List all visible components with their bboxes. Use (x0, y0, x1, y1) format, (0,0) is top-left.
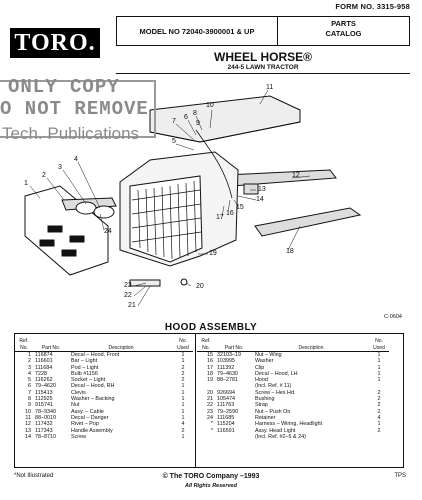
description-cell: Pod – Light (71, 364, 99, 371)
qty-cell (369, 434, 389, 440)
copyright: © The TORO Company –1993 (162, 473, 260, 480)
callout-22: 22 (124, 292, 132, 299)
part-number-cell (215, 434, 253, 440)
page-subtitle: 244-5 LAWN TRACTOR (227, 64, 299, 71)
part-number-cell: 116601 (35, 358, 53, 365)
part-number-cell: 111685 (217, 414, 235, 421)
callout-13: 13 (258, 186, 266, 193)
description-cell: Nut (71, 402, 80, 409)
qty-cell: 1 (181, 383, 185, 390)
parts-table-right-body (197, 352, 389, 441)
front-decal-slot-4 (62, 250, 76, 256)
front-decal-slot-3 (40, 240, 54, 246)
form-number: FORM NO. 3315-958 (335, 2, 410, 11)
ref-cell: 6 (28, 383, 31, 390)
part-number-cell: 116874 (35, 352, 53, 358)
part-number-cell: 79–2590 (217, 408, 238, 415)
rights-reserved: All Rights Reserved (185, 483, 237, 489)
callout-3: 3 (58, 164, 62, 171)
header-ref: Ref. No. (15, 334, 33, 352)
callout-5: 5 (172, 138, 176, 145)
parts-table-left (15, 334, 193, 440)
footnote: *Not Illustrated (14, 473, 54, 479)
callout-23: 23 (124, 282, 132, 289)
front-decal-slot-1 (48, 226, 62, 232)
footer-code: TPS (394, 473, 406, 479)
description-cell: Nut – Wing (255, 352, 282, 358)
description-cell: Assy. Head Light (255, 427, 296, 434)
ref-cell: 14 (25, 433, 31, 440)
header-box (116, 16, 410, 46)
callout-20: 20 (196, 283, 204, 290)
description-cell: (Incl. Ref. #2–5 & 24) (255, 433, 306, 440)
title-divider (116, 73, 410, 74)
table-column-divider (195, 334, 196, 467)
ref-cell: 19 (207, 377, 213, 384)
callout-12: 12 (292, 172, 300, 179)
stamp-line-2: O NOT REMOVE (0, 98, 149, 120)
qty-cell: 2 (377, 402, 381, 409)
ref-cell: 21 (207, 396, 213, 403)
qty-cell: 4 (377, 414, 381, 421)
table-row (197, 352, 389, 359)
description-cell: Clip (255, 364, 265, 371)
callout-1: 1 (24, 180, 28, 187)
description-cell: Decal – Danger (71, 414, 109, 421)
part-number-cell: 112925 (35, 396, 53, 403)
part-number-cell: 88–0010 (35, 414, 56, 421)
part-number-cell: 117343 (35, 427, 53, 434)
description-cell: Rivet – Pop (71, 421, 99, 428)
ref-cell: 4 (28, 370, 31, 377)
callout-2: 2 (42, 172, 46, 179)
header-qty: No. Used (369, 334, 389, 352)
qty-cell: 1 (181, 396, 185, 403)
qty-cell: 2 (181, 427, 185, 434)
qty-cell: 2 (377, 396, 381, 403)
hood-front-face (130, 176, 202, 262)
ref-cell: 22 (207, 402, 213, 409)
ref-cell: 2 (28, 358, 31, 365)
description-cell: Washer (255, 358, 274, 365)
qty-cell: 1 (181, 414, 185, 421)
light-pod-right (94, 206, 114, 218)
description-cell: Washer – Backing (71, 396, 115, 403)
diagram-code: C-0604 (383, 314, 402, 320)
description-cell: Bar – Light (71, 358, 98, 365)
bushing (181, 279, 187, 285)
table-row (197, 434, 389, 440)
callout-4: 4 (74, 156, 78, 163)
callout-6: 6 (184, 114, 188, 121)
parts-catalog-label (278, 19, 409, 39)
callout-16: 16 (226, 210, 234, 217)
ref-cell: 15 (207, 352, 213, 358)
description-cell: Retainer (255, 414, 276, 421)
part-number-cell: 105474 (217, 396, 235, 403)
callout-15: 15 (236, 204, 244, 211)
description-cell: Socket – Light (71, 377, 106, 384)
callout-21: 21 (128, 302, 136, 309)
part-number-cell: 88–2781 (217, 377, 238, 384)
callout-8: 8 (193, 110, 197, 117)
part-number-cell: 115204 (217, 421, 235, 428)
ref-cell: 24 (207, 414, 213, 421)
ref-cell: 1 (28, 352, 31, 358)
part-number-cell: 116262 (35, 377, 53, 384)
description-cell: Decal – Hood, Front (71, 352, 120, 358)
front-decal-slot-2 (70, 236, 84, 242)
stamp-line-3: Tech. Publications (2, 124, 140, 143)
catalog-label: CATALOG (325, 29, 362, 38)
callout-17: 17 (216, 214, 224, 221)
model-number: MODEL NO 72040-3900001 & UP (139, 26, 255, 36)
part-number-cell: 111763 (217, 402, 235, 409)
parts-table-right (197, 334, 389, 440)
qty-cell: 1 (377, 377, 381, 384)
callout-9: 9 (196, 120, 200, 127)
ref-cell: 5 (28, 377, 31, 384)
callout-11: 11 (266, 84, 274, 91)
qty-cell: 1 (377, 370, 381, 377)
header-part: Part No. (215, 334, 253, 352)
description-cell: Harness – Wiring, Headlight (255, 421, 323, 428)
parts-table-left-body (15, 352, 193, 441)
description-cell: Strap (255, 402, 268, 409)
qty-cell: 2 (181, 377, 185, 384)
part-number-cell: 32103–19 (217, 352, 241, 358)
header-description: Description (253, 334, 369, 352)
description-cell: Decal – Hood, RH (71, 383, 115, 390)
header-description: Description (69, 334, 173, 352)
part-number-cell: 103995 (217, 358, 235, 365)
lower-decal-strip (255, 208, 360, 236)
qty-cell: 1 (377, 352, 381, 358)
part-number-cell: 915741 (35, 402, 53, 409)
qty-cell: 1 (377, 364, 381, 371)
part-number-cell: 117432 (35, 421, 53, 428)
qty-cell: 1 (181, 408, 185, 415)
qty-cell: 2 (377, 408, 381, 415)
ref-cell: * (210, 427, 213, 434)
ref-cell: 17 (207, 364, 213, 371)
part-number-cell: 7228 (35, 370, 47, 377)
ref-cell: 23 (207, 408, 213, 415)
callout-10: 10 (206, 102, 214, 109)
part-number-cell: 79–4620 (35, 383, 56, 390)
ref-cell: 8 (28, 396, 31, 403)
ref-cell: 11 (25, 414, 31, 421)
part-number-cell: 115413 (35, 389, 53, 396)
ref-cell: 10 (25, 408, 31, 415)
header-ref: Ref. No. (197, 334, 215, 352)
qty-cell: 1 (181, 352, 185, 358)
table-row (15, 434, 193, 440)
callout-18: 18 (286, 248, 294, 255)
toro-logo: TORO. (10, 28, 100, 58)
page-title: WHEEL HORSE® (214, 50, 312, 64)
stamp-line-1: ONLY COPY (8, 76, 120, 98)
ref-cell: 16 (207, 358, 213, 365)
section-title: HOOD ASSEMBLY (164, 322, 258, 333)
qty-cell: 1 (181, 358, 185, 365)
header-qty: No. Used (173, 334, 193, 352)
qty-cell: 1 (377, 358, 381, 365)
qty-cell: 1 (377, 421, 381, 428)
side-decal-strip (225, 170, 336, 186)
ref-cell: 18 (207, 370, 213, 377)
callout-24: 24 (104, 228, 112, 235)
description-cell: (Incl. Ref. # 11) (255, 383, 292, 390)
part-number-cell: 111684 (35, 364, 53, 371)
ref-cell: 3 (28, 364, 31, 371)
part-number-cell: 926694 (217, 389, 235, 396)
description-cell: Screw – Hex Hd. (255, 389, 296, 396)
ref-cell: 20 (207, 389, 213, 396)
part-number-cell: 78–9340 (35, 408, 56, 415)
part-number-cell: 79–4630 (217, 370, 238, 377)
header-part: Part No. (33, 334, 69, 352)
qty-cell: 1 (181, 433, 185, 440)
qty-cell: 4 (181, 421, 185, 428)
parts-label: PARTS (331, 19, 356, 28)
ref-cell: 7 (28, 389, 31, 396)
parts-table (14, 333, 404, 468)
description-cell: Clevis (71, 389, 86, 396)
description-cell: Decal – Hood, LH (255, 370, 298, 377)
callout-14: 14 (256, 196, 264, 203)
ref-cell: 13 (25, 427, 31, 434)
table-row (15, 352, 193, 359)
qty-cell: 1 (181, 402, 185, 409)
ref-cell: 9 (28, 402, 31, 409)
description-cell: Bulb #1156 (71, 370, 98, 377)
description-cell: Bushing (255, 396, 275, 403)
description-cell: Assy. – Cable (71, 408, 104, 415)
description-cell: Handle Assembly (71, 427, 113, 434)
ref-cell: 12 (25, 421, 31, 428)
qty-cell: 2 (377, 389, 381, 396)
part-number-cell: 116591 (217, 427, 235, 434)
qty-cell: 2 (377, 427, 381, 434)
description-cell: Nut – Push On (255, 408, 291, 415)
part-number-cell: 78–8710 (35, 433, 56, 440)
ref-cell: * (210, 421, 213, 428)
part-number-cell: 111392 (217, 364, 235, 371)
callout-7: 7 (172, 118, 176, 125)
description-cell: Screw (71, 433, 86, 440)
qty-cell: 2 (181, 364, 185, 371)
callout-19: 19 (209, 250, 217, 257)
handle-assembly (244, 184, 258, 194)
qty-cell: 2 (181, 370, 185, 377)
description-cell: Hood (255, 377, 268, 384)
ref-cell (197, 434, 215, 440)
qty-cell: 1 (181, 389, 185, 396)
